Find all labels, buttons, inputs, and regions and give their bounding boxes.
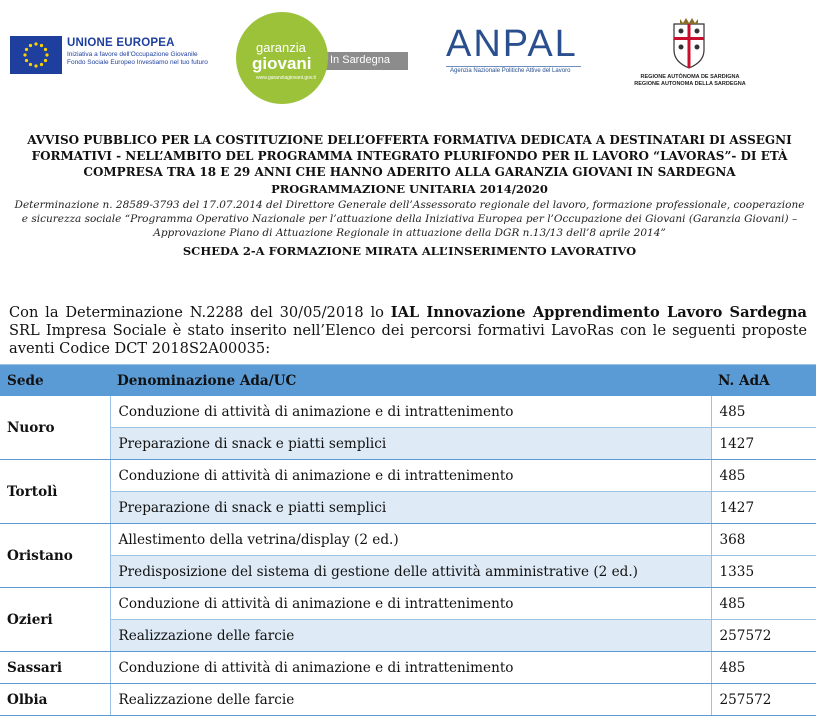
course-number: 485 (711, 396, 816, 428)
gg-line1: garanzia (256, 40, 306, 55)
sardinia-shield-icon (668, 16, 710, 70)
sede-cell: Ozieri (0, 588, 110, 652)
course-number: 485 (711, 588, 816, 620)
course-number: 257572 (711, 684, 816, 716)
table-row (0, 524, 816, 556)
anpal-word: ANPAL (446, 23, 578, 65)
table-header-row (0, 365, 816, 397)
intro-before: Con la Determinazione N.2288 del 30/05/2018 lo (9, 304, 391, 321)
scheda-title: SCHEDA 2-A FORMAZIONE MIRATA ALL’INSERIMENTO LAVORATIVO (182, 244, 637, 258)
table-row (0, 556, 816, 588)
table-row (0, 492, 816, 524)
course-name: Realizzazione delle farcie (110, 684, 711, 716)
table-row (0, 684, 816, 716)
sede-cell: Oristano (0, 524, 110, 588)
anpal-subtitle: Agenzia Nazionale Politiche Attive del Lavoro (450, 68, 571, 74)
table-row (0, 652, 816, 684)
table-row (0, 620, 816, 652)
sede-cell: Nuoro (0, 396, 110, 460)
gg-line2: giovani (252, 54, 312, 73)
header-n-ada: N. AdA (711, 365, 816, 397)
intro-company: IAL Innovazione Apprendimento Lavoro Sardegna (390, 304, 807, 321)
table-row (0, 460, 816, 492)
anpal-divider (446, 66, 581, 67)
sede-cell: Olbia (0, 684, 110, 716)
course-number: 257572 (711, 620, 816, 652)
eu-subtitle: Iniziativa a favore dell'Occupazione Giovanile Fondo Sociale Europeo Investiamo nel tuo futuro (67, 51, 208, 66)
table-row (0, 588, 816, 620)
sede-cell: Sassari (0, 652, 110, 684)
table-row (0, 396, 816, 428)
eu-flag-icon (10, 36, 62, 74)
intro-after: SRL Impresa Sociale è stato inserito nell’Elenco dei percorsi formativi LavoRas con le seguenti proposte aventi Codice DCT 2018S2A00035: (9, 322, 807, 357)
course-name: Conduzione di attività di animazione e di intrattenimento (110, 396, 711, 428)
programme-line: PROGRAMMAZIONE UNITARIA 2014/2020 (271, 182, 548, 196)
course-name: Conduzione di attività di animazione e di intrattenimento (110, 588, 711, 620)
course-number: 368 (711, 524, 816, 556)
course-number: 1427 (711, 428, 816, 460)
course-number: 485 (711, 652, 816, 684)
sede-cell: Tortolì (0, 460, 110, 524)
course-number: 1427 (711, 492, 816, 524)
anpal-logo (446, 23, 578, 74)
gg-band-label: In Sardegna (330, 54, 390, 66)
sardegna-line1: REGIONE AUTÒNOMA DE SARDIGNA (640, 74, 740, 80)
intro-paragraph (9, 304, 807, 358)
course-number: 485 (711, 460, 816, 492)
course-name: Realizzazione delle farcie (110, 620, 711, 652)
determination-text: Determinazione n. 28589-3793 del 17.07.2014 del Direttore Generale dell’Assessorato regionale del lavoro, formazione professionale, cooperazione e sicurezza sociale “Programma Operativo Nazionale per l’attuazione della Iniziativa Europea per l’Occupazione dei Giovani (Garanzia Giovani) – Approvazione Piano di Attuazione Regionale in attuazione della DGR n.13/13 dell’8 aprile 2014” (14, 199, 805, 239)
course-name: Predisposizione del sistema di gestione delle attività amministrative (2 ed.) (110, 556, 711, 588)
courses-table (0, 364, 816, 716)
table-row (0, 428, 816, 460)
header-denominazione: Denominazione Ada/UC (110, 365, 711, 397)
course-name: Preparazione di snack e piatti semplici (110, 428, 711, 460)
gg-band (316, 52, 408, 70)
gg-url: www.garanziagiovani.gov.it (256, 75, 316, 81)
sardegna-line2: REGIONE AUTONOMA DELLA SARDEGNA (634, 81, 746, 87)
course-name: Conduzione di attività di animazione e di intrattenimento (110, 460, 711, 492)
logo-bar (0, 0, 819, 115)
course-name: Conduzione di attività di animazione e di intrattenimento (110, 652, 711, 684)
course-number: 1335 (711, 556, 816, 588)
header-sede: Sede (0, 365, 110, 397)
course-name: Preparazione di snack e piatti semplici (110, 492, 711, 524)
document-heading (10, 132, 809, 259)
document-title: AVVISO PUBBLICO PER LA COSTITUZIONE DELL’OFFERTA FORMATIVA DEDICATA A DESTINATARI DI ASSEGNI FORMATIVI - NELL’AMBITO DEL PROGRAMMA INTEGRATO PLURIFONDO PER IL LAVORO “LAVORAS”- DI ETÀ COMPRESA TRA 18 E 29 ANNI CHE HANNO ADERITO ALLA GARANZIA GIOVANI IN SARDEGNA (27, 133, 792, 179)
course-name: Allestimento della vetrina/display (2 ed.) (110, 524, 711, 556)
eu-title: UNIONE EUROPEA (67, 37, 175, 49)
